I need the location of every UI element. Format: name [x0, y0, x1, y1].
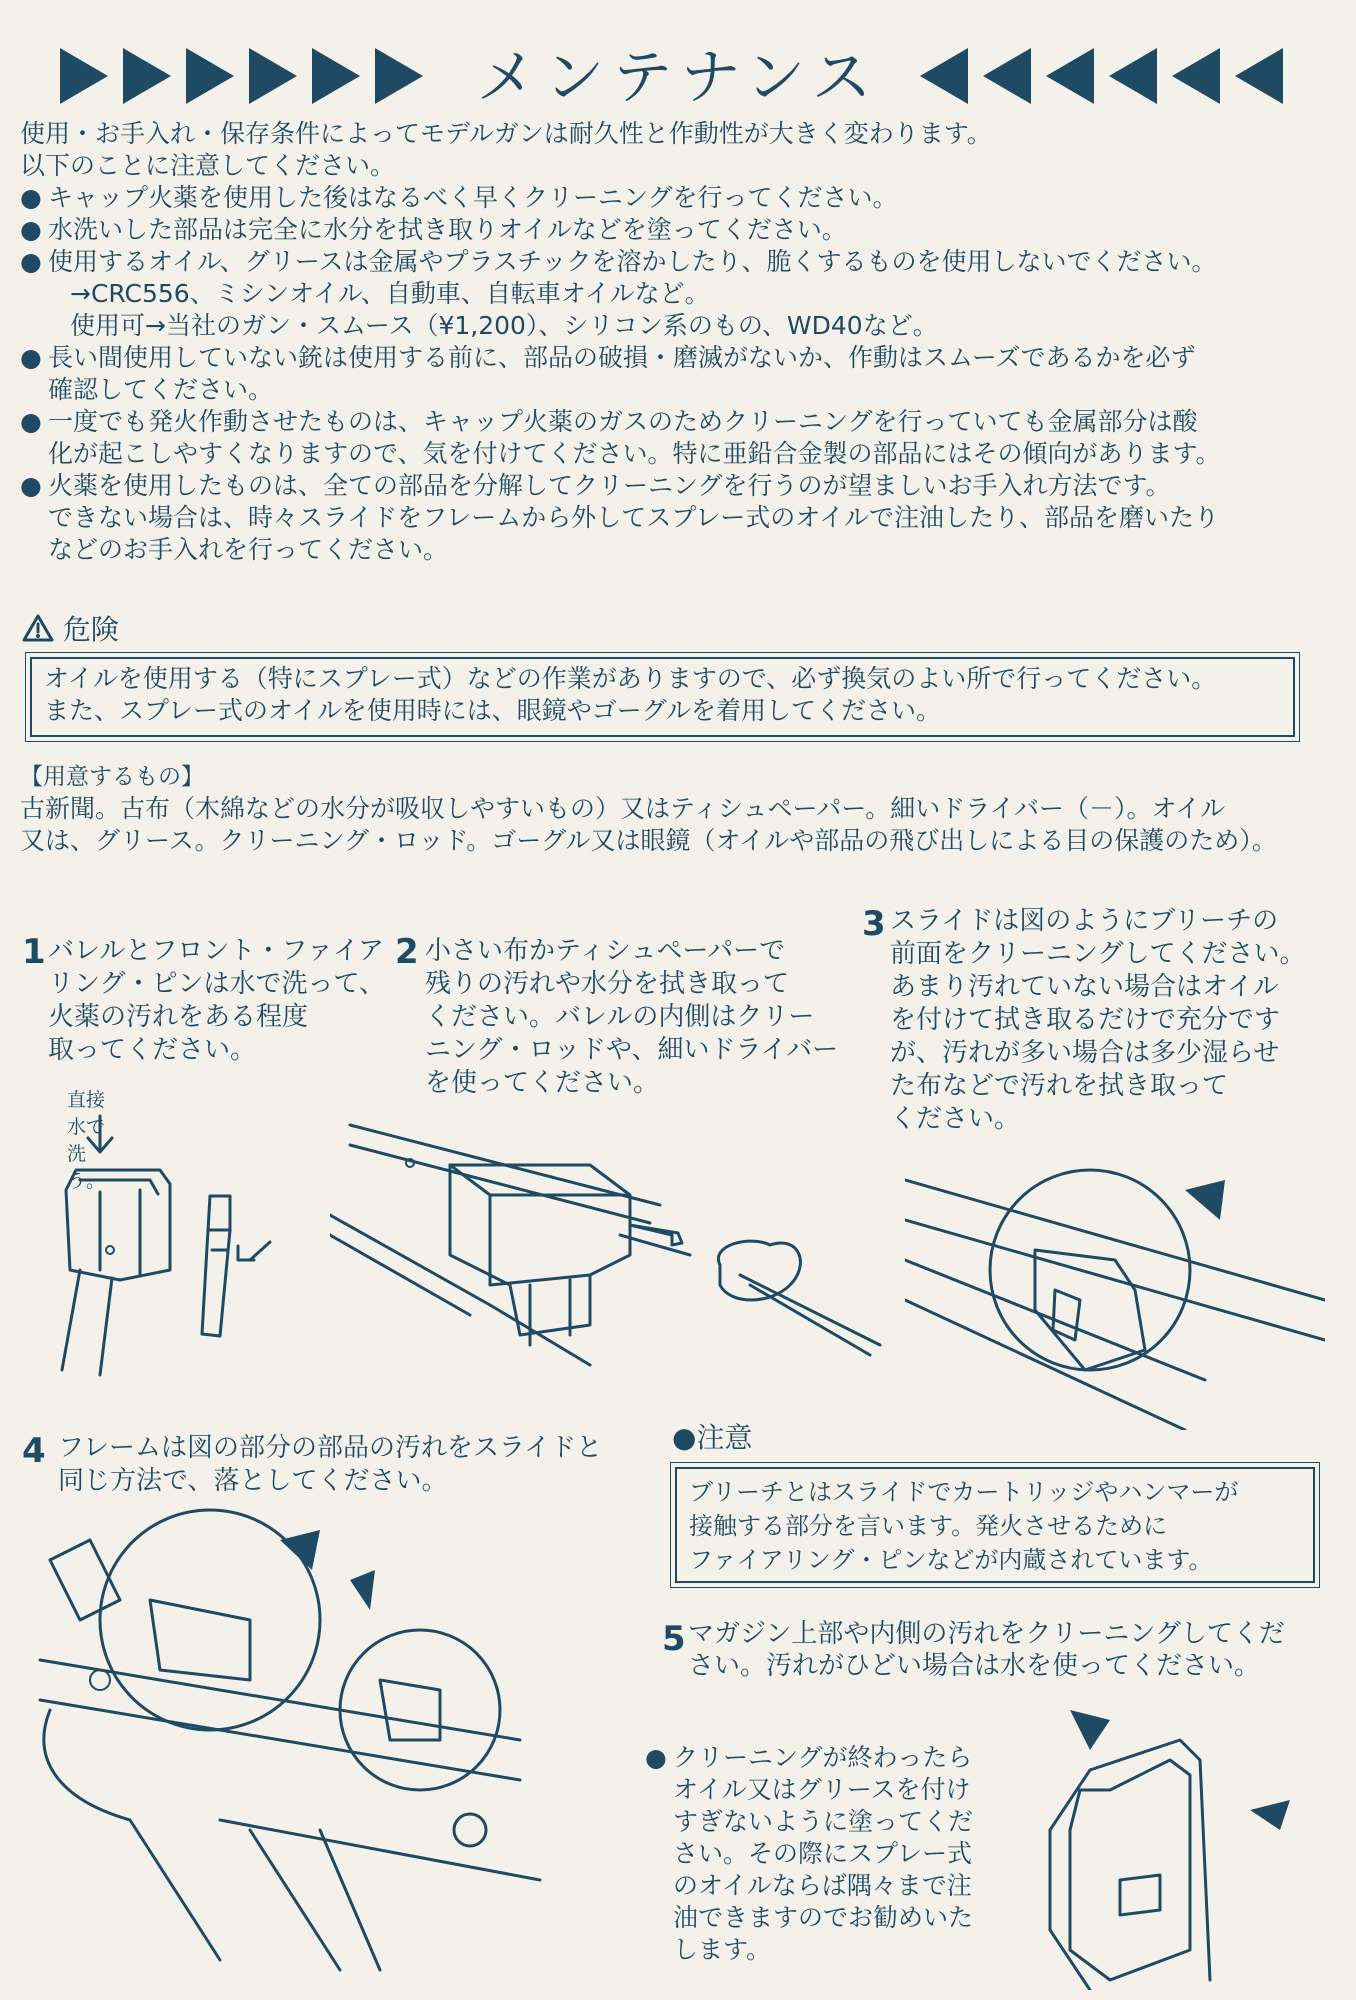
- step-line: マガジン上部や内側の汚れをクリーニングしてくだ: [688, 1619, 1285, 1649]
- danger-box: [30, 657, 1295, 737]
- bullet-text: ● 一度でも発火作動させたものは、キャップ火薬のガスのためクリーニングを行っていても金属部分は酸: [48, 407, 1198, 436]
- magazine-illustration: [1010, 1700, 1330, 1990]
- final-note-line: さい。その際にスプレー式: [673, 1839, 973, 1868]
- step-line: を使ってください。: [425, 1068, 660, 1098]
- step-line: あまり汚れていない場合はオイル: [890, 972, 1279, 1002]
- bullet-item: [20, 470, 1221, 566]
- caution-line: 接触する部分を言います。発火させるために: [689, 1512, 1168, 1540]
- final-note: [645, 1742, 973, 1966]
- bullet-text: 使用可→当社のガン・スムース（¥1,200）、シリコン系のもの、WD40など。: [70, 311, 938, 340]
- danger-heading: [22, 612, 119, 652]
- caution-line: ファイアリング・ピンなどが内蔵されています。: [689, 1546, 1213, 1574]
- pointer-arrow-icon: [1250, 1800, 1290, 1830]
- step-line: フレームは図の部分の部品の汚れをスライドと: [58, 1433, 603, 1463]
- danger-label: 危険: [62, 613, 119, 646]
- bullet-text: 化が起こしやすくなりますので、気を付けてください。特に亜鉛合金製の部品にはその傾向があります。: [48, 439, 1221, 468]
- caution-heading: [672, 1420, 752, 1456]
- final-note-line: します。: [673, 1935, 772, 1964]
- left-arrow-icon: [1235, 48, 1283, 104]
- warning-icon: [22, 613, 54, 652]
- bullet-text: ● 火薬を使用したものは、全ての部品を分解してクリーニングを行うのが望ましいお手入れ方法です。: [48, 471, 1171, 500]
- step-line: 取ってください。: [48, 1035, 257, 1065]
- bullet-item: [20, 246, 1221, 342]
- danger-line: また、スプレー式のオイルを使用時には、眼鏡やゴーグルを着用してください。: [44, 696, 942, 725]
- step-line: スライドは図のようにブリーチの: [890, 906, 1279, 936]
- pointer-arrow-icon: [1070, 1710, 1110, 1750]
- caution-label: 注意: [696, 1421, 753, 1454]
- danger-line: オイルを使用する（特にスプレー式）などの作業がありますので、必ず換気のよい所で行ってください。: [44, 664, 1217, 693]
- direction-arrow-icon: [238, 1242, 270, 1260]
- bullet-text: →CRC556、ミシンオイル、自動車、自転車オイルなど。: [70, 279, 710, 308]
- prepare-heading: 【用意するもの】: [20, 764, 204, 790]
- caution-line: ブリーチとはスライドでカートリッジやハンマーが: [689, 1478, 1239, 1506]
- slide-cleaning-illustration: [330, 1105, 890, 1385]
- left-arrow-icon: [1172, 48, 1220, 104]
- step-line: 小さい布かティシュペーパーで: [425, 936, 786, 966]
- barrel-illustration: [40, 1110, 280, 1380]
- pointer-arrow-icon: [1185, 1180, 1225, 1220]
- bullet-item: [20, 406, 1221, 470]
- bullet-icon: ●: [672, 1421, 697, 1454]
- page-title: メンテナンス: [476, 43, 880, 113]
- intro-line: 使用・お手入れ・保存条件によってモデルガンは耐久性と作動性が大きく変わります。: [20, 119, 992, 148]
- final-note-line: のオイルならば隅々まで注: [673, 1871, 972, 1900]
- step-number: 1: [22, 932, 46, 972]
- left-arrow-icon: [1046, 48, 1094, 104]
- final-note-line: ● クリーニングが終わったら: [645, 1742, 973, 1774]
- step-line: を付けて拭き取るだけで充分です: [890, 1005, 1281, 1035]
- bullet-text: ● 使用するオイル、グリースは金属やプラスチックを溶かしたり、脆くするものを使用しないでください。: [48, 247, 1217, 276]
- bullet-text: ● 長い間使用していない銃は使用する前に、部品の破損・磨滅がないか、作動はスムーズであるかを必ず: [48, 343, 1196, 372]
- step-number: 4: [22, 1431, 46, 1471]
- final-note-line: 油できますのでお勧めいた: [673, 1903, 974, 1932]
- bullet-item: [20, 182, 1221, 214]
- step-line: が、汚れが多い場合は多少湿らせ: [890, 1038, 1280, 1068]
- step-line: 残りの汚れや水分を拭き取って: [425, 969, 790, 999]
- step-line: さい。汚れがひどい場合は水を使ってください。: [688, 1651, 1261, 1681]
- pointer-arrow-icon: [280, 1530, 320, 1570]
- bullet-text: できない場合は、時々スライドをフレームから外してスプレー式のオイルで注油したり、部品を磨いたり: [48, 503, 1220, 532]
- step-line: リング・ピンは水で洗って、: [48, 969, 385, 999]
- step-line: 火薬の汚れをある程度: [48, 1002, 309, 1032]
- prepare-section: [20, 761, 1277, 857]
- step-line: た布などで汚れを拭き取って: [890, 1071, 1229, 1101]
- bullet-text: ● 水洗いした部品は完全に水分を拭き取りオイルなどを塗ってください。: [48, 215, 847, 244]
- pointer-arrow-icon: [350, 1570, 375, 1610]
- step-line: ニング・ロッドや、細いドライバー: [425, 1035, 839, 1065]
- final-note-line: すぎないように塗ってくだ: [673, 1807, 974, 1836]
- bullet-text: などのお手入れを行ってください。: [48, 535, 449, 564]
- left-arrow-icon: [1109, 48, 1157, 104]
- left-arrow-icon: [920, 48, 968, 104]
- step-number: 3: [862, 904, 886, 944]
- step-line: 同じ方法で、落としてください。: [58, 1466, 448, 1496]
- title-bar: [0, 38, 1356, 118]
- frame-illustration: [20, 1500, 580, 1990]
- step-note: 直接水で洗う。: [67, 1089, 106, 1192]
- intro-line: 以下のことに注意してください。: [20, 151, 396, 180]
- step-line: バレルとフロント・ファイア: [48, 936, 385, 966]
- prepare-line: 古新聞。古布（木綿などの水分が吸収しやすいもの）又はティシュペーパー。細いドライバー（－）。オイル: [20, 794, 1226, 823]
- step-line: ください。バレルの内側はクリー: [425, 1002, 815, 1032]
- final-note-line: オイル又はグリースを付け: [673, 1775, 971, 1804]
- bullet-text: ● キャップ火薬を使用した後はなるべく早くクリーニングを行ってください。: [48, 183, 898, 212]
- bullet-text: 確認してください。: [48, 375, 274, 404]
- step-number: 5: [662, 1619, 686, 1659]
- step-number: 2: [395, 932, 419, 972]
- bullet-item: [20, 214, 1221, 246]
- water-arrow-icon: [88, 1116, 112, 1152]
- step-line: ください。: [890, 1104, 1021, 1134]
- prepare-line: 又は、グリース。クリーニング・ロッド。ゴーグル又は眼鏡（オイルや部品の飛び出しによる目の保護のため）。: [20, 826, 1277, 855]
- left-arrow-icon: [983, 48, 1031, 104]
- bullet-item: [20, 342, 1221, 406]
- intro-section: [20, 118, 1221, 566]
- caution-box: [675, 1467, 1315, 1583]
- breech-illustration: [905, 1150, 1325, 1430]
- step-line: 前面をクリーニングしてください。: [890, 939, 1306, 969]
